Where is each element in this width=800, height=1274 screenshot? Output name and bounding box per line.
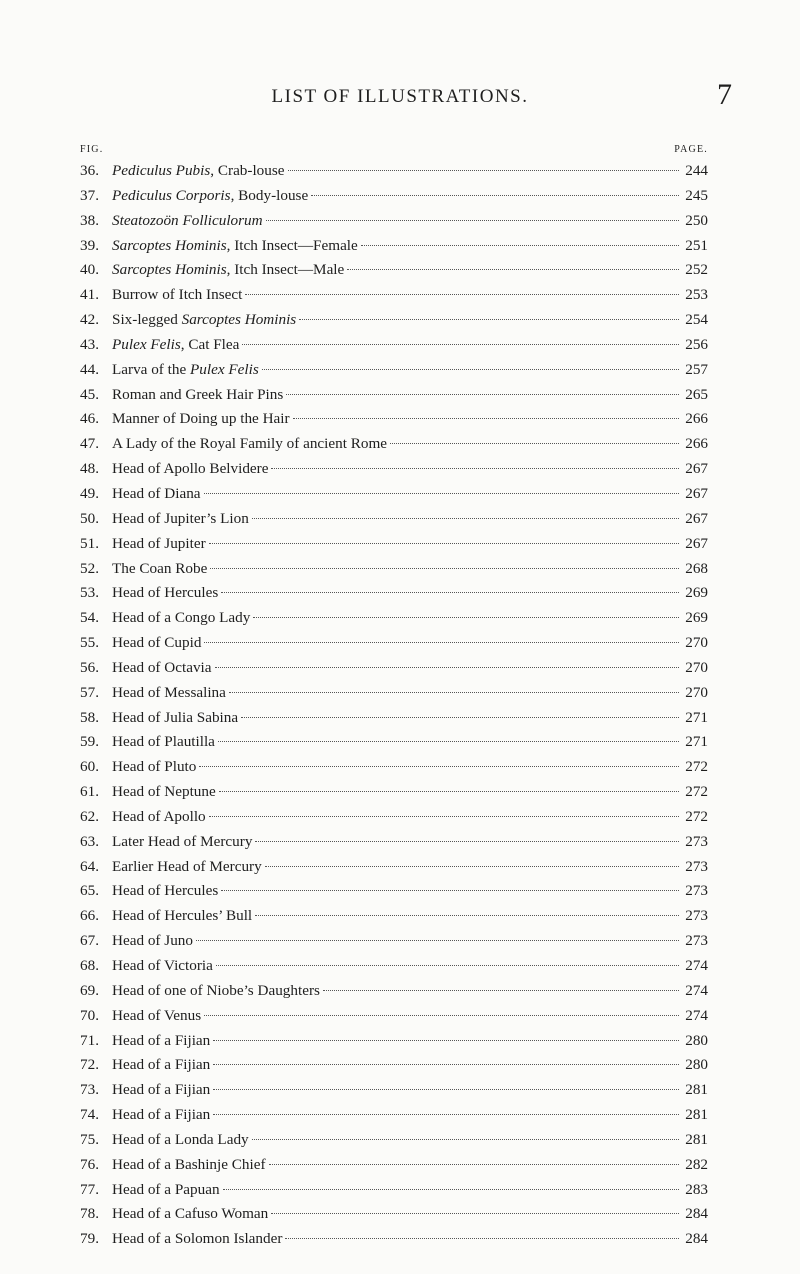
figure-title [112, 308, 296, 333]
figure-title-italic: Steatozoön Folliculorum [112, 211, 263, 229]
figure-number: 56. [80, 658, 99, 676]
figure-title [112, 954, 213, 979]
dot-leader [285, 1238, 679, 1239]
figure-number: 58. [80, 708, 99, 726]
page-reference: 270 [685, 634, 708, 652]
page-reference: 266 [685, 435, 708, 453]
dot-leader [262, 369, 679, 370]
figure-title [112, 706, 238, 731]
page-reference: 265 [685, 385, 708, 403]
list-item [80, 1029, 708, 1054]
figure-number: 75. [80, 1130, 99, 1148]
list-item [80, 507, 708, 532]
figure-title [112, 929, 193, 954]
page-reference: 274 [685, 981, 708, 999]
figure-title-text: Head of a Bashinje Chief [112, 1155, 266, 1173]
figure-title-text: Head of a Papuan [112, 1180, 220, 1198]
figure-title-text: Roman and Greek Hair Pins [112, 385, 284, 403]
figure-number: 53. [80, 584, 99, 602]
dot-leader [286, 394, 679, 395]
figure-number: 37. [80, 186, 99, 204]
list-item [80, 780, 708, 805]
figure-number: 45. [80, 385, 99, 403]
dot-leader [253, 617, 679, 618]
figure-number: 43. [80, 335, 99, 353]
dot-leader [265, 866, 679, 867]
page-reference: 274 [685, 1006, 708, 1024]
figure-title-text: Head of Jupiter’s Lion [112, 509, 249, 527]
figure-title [112, 1029, 210, 1054]
figure-title [112, 234, 358, 259]
list-item [80, 1128, 708, 1153]
page-reference: 273 [685, 832, 708, 850]
figure-title [112, 879, 218, 904]
figure-title [112, 730, 215, 755]
page-reference: 269 [685, 584, 708, 602]
dot-leader [241, 717, 679, 718]
figure-number: 63. [80, 832, 99, 850]
page-reference: 245 [685, 186, 708, 204]
list-item [80, 631, 708, 656]
dot-leader [204, 642, 679, 643]
list-item [80, 979, 708, 1004]
figure-number: 55. [80, 634, 99, 652]
list-item [80, 482, 708, 507]
figure-title-italic: Sarcoptes Hominis [112, 261, 227, 279]
list-item [80, 333, 708, 358]
figure-title-text: Head of Apollo [112, 807, 206, 825]
figure-title-text: Head of Julia Sabina [112, 708, 239, 726]
list-item [80, 830, 708, 855]
figure-title-text: Head of a Cafuso Woman [112, 1205, 269, 1223]
dot-leader [199, 766, 679, 767]
dot-leader [221, 890, 679, 891]
dot-leader [219, 791, 679, 792]
figure-title [112, 1178, 220, 1203]
page-reference: 252 [685, 261, 708, 279]
dot-leader [311, 195, 679, 196]
list-item [80, 283, 708, 308]
dot-leader [216, 965, 679, 966]
dot-leader [271, 468, 679, 469]
list-item [80, 681, 708, 706]
figure-number: 69. [80, 981, 99, 999]
figure-title-text: Head of a Fijian [112, 1031, 211, 1049]
figure-title-text: Head of a Fijian [112, 1106, 211, 1124]
page-reference: 272 [685, 758, 708, 776]
figure-number: 38. [80, 211, 99, 229]
figure-title-text: Head of Hercules [112, 584, 219, 602]
page-reference: 272 [685, 783, 708, 801]
figure-number: 39. [80, 236, 99, 254]
list-item [80, 954, 708, 979]
list-item [80, 929, 708, 954]
figure-title-text: Head of Diana [112, 484, 201, 502]
figure-title-text: , Body-louse [230, 186, 309, 204]
list-item [80, 904, 708, 929]
page-reference: 254 [685, 311, 708, 329]
figure-number: 50. [80, 509, 99, 527]
figure-title [112, 383, 283, 408]
list-item [80, 407, 708, 432]
page-reference: 273 [685, 882, 708, 900]
list-item [80, 159, 708, 184]
dot-leader [209, 543, 679, 544]
dot-leader [209, 816, 679, 817]
dot-leader [245, 294, 679, 295]
list-item [80, 1103, 708, 1128]
page-reference: 267 [685, 484, 708, 502]
figure-title-italic: Pulex Felis [190, 360, 259, 378]
figure-number: 57. [80, 683, 99, 701]
figure-title-text: Earlier Head of Mercury [112, 857, 262, 875]
page-reference: 256 [685, 335, 708, 353]
figure-title [112, 457, 268, 482]
figure-number: 68. [80, 957, 99, 974]
dot-leader [266, 220, 679, 221]
figure-title-text: , Itch Insect—Female [226, 236, 358, 254]
figure-title-text: Head of Pluto [112, 758, 197, 776]
list-item [80, 1153, 708, 1178]
figure-number: 72. [80, 1056, 99, 1074]
page-reference: 281 [685, 1130, 708, 1148]
page-reference: 280 [685, 1056, 708, 1074]
figure-number: 51. [80, 534, 99, 552]
list-item [80, 1178, 708, 1203]
dot-leader [213, 1064, 679, 1065]
figure-title-text: Head of Victoria [112, 957, 213, 974]
figure-number: 74. [80, 1106, 99, 1124]
page-reference: 284 [685, 1230, 708, 1248]
figure-number: 41. [80, 286, 99, 304]
figure-number: 52. [80, 559, 99, 577]
figure-title-italic: Sarcoptes Hominis [181, 311, 297, 329]
page-reference: 244 [685, 162, 708, 179]
figure-title [112, 681, 226, 706]
list-item [80, 730, 708, 755]
figure-title-text: Head of a Londa Lady [112, 1130, 249, 1148]
page-reference: 257 [685, 360, 708, 378]
dot-leader [204, 493, 679, 494]
figure-number: 79. [80, 1230, 99, 1248]
page-number: 7 [717, 78, 732, 111]
page-reference: 271 [685, 708, 708, 726]
page-reference: 271 [685, 733, 708, 751]
page-reference: 273 [685, 857, 708, 875]
figure-title [112, 407, 290, 432]
dot-leader [299, 319, 679, 320]
figure-number: 67. [80, 932, 99, 950]
figure-number: 42. [80, 311, 99, 329]
figure-title [112, 1103, 210, 1128]
figure-number: 36. [80, 162, 99, 179]
figure-title-italic: Sarcoptes Hominis [112, 236, 227, 254]
page-reference: 273 [685, 932, 708, 950]
list-item [80, 209, 708, 234]
figure-title [112, 606, 250, 631]
figure-number: 73. [80, 1081, 99, 1099]
dot-leader [361, 245, 679, 246]
page-reference: 269 [685, 609, 708, 627]
figure-title-text: Head of Hercules [112, 882, 219, 900]
page-reference: 251 [685, 236, 708, 254]
page-reference: 250 [685, 211, 708, 229]
figure-number: 70. [80, 1006, 99, 1024]
list-item [80, 308, 708, 333]
figure-title-text: Head of Hercules’ Bull [112, 907, 253, 925]
page-reference: 268 [685, 559, 708, 577]
page-reference: 281 [685, 1081, 708, 1099]
figure-title [112, 979, 320, 1004]
dot-leader [213, 1089, 679, 1090]
dot-leader [323, 990, 679, 991]
figure-number: 49. [80, 484, 99, 502]
figure-number: 64. [80, 857, 99, 875]
figure-number: 59. [80, 733, 99, 751]
figure-title-text: A Lady of the Royal Family of ancient Rome [112, 435, 388, 453]
dot-leader [242, 344, 679, 345]
page-reference: 280 [685, 1031, 708, 1049]
dot-leader [204, 1015, 679, 1016]
figure-title-text: The Coan Robe [112, 559, 208, 577]
figure-title [112, 258, 344, 283]
figure-number: 40. [80, 261, 99, 279]
dot-leader [390, 443, 679, 444]
dot-leader [223, 1189, 679, 1190]
page-reference: 267 [685, 460, 708, 478]
list-item [80, 706, 708, 731]
figure-number: 66. [80, 907, 99, 925]
figure-title-text: Head of Apollo Belvidere [112, 460, 269, 478]
dot-leader [271, 1213, 679, 1214]
figure-title [112, 755, 196, 780]
figure-title-italic: Pulex Felis [112, 335, 181, 353]
list-item [80, 234, 708, 259]
page-reference: 283 [685, 1180, 708, 1198]
list-item [80, 432, 708, 457]
figure-title [112, 482, 201, 507]
figure-title-text: Head of Jupiter [112, 534, 206, 552]
list-item [80, 184, 708, 209]
figure-title [112, 507, 249, 532]
figure-title-text: Burrow of Itch Insect [112, 286, 243, 304]
figure-title-italic: Pediculus Corporis [112, 186, 231, 204]
dot-leader [255, 915, 679, 916]
page-column-label: PAGE. [674, 144, 708, 155]
fig-column-label: FIG. [80, 144, 104, 155]
figure-title-text: Head of Plautilla [112, 733, 215, 751]
dot-leader [215, 667, 679, 668]
figure-title [112, 780, 216, 805]
figure-number: 78. [80, 1205, 99, 1223]
figure-title-italic: Pediculus Pubis [112, 162, 211, 179]
figure-title [112, 656, 212, 681]
page-reference: 267 [685, 509, 708, 527]
figure-number: 48. [80, 460, 99, 478]
list-item [80, 1004, 708, 1029]
page-reference: 253 [685, 286, 708, 304]
dot-leader [252, 518, 679, 519]
figure-title-text: Head of Neptune [112, 783, 216, 801]
figure-title [112, 532, 206, 557]
dot-leader [213, 1114, 679, 1115]
figure-title-text: Head of Juno [112, 932, 193, 950]
list-item [80, 457, 708, 482]
figure-title [112, 1078, 210, 1103]
figure-title-text: Head of one of Niobe’s Daughters [112, 981, 320, 999]
figure-number: 62. [80, 807, 99, 825]
dot-leader [213, 1040, 679, 1041]
dot-leader [210, 568, 679, 569]
figure-number: 65. [80, 882, 99, 900]
figure-title [112, 1128, 249, 1153]
dot-leader [229, 692, 679, 693]
figure-title [112, 184, 308, 209]
figure-title-text: Head of a Fijian [112, 1056, 211, 1074]
figure-title-text: , Cat Flea [180, 335, 240, 353]
list-item [80, 581, 708, 606]
list-item [80, 879, 708, 904]
list-item [80, 557, 708, 582]
figure-number: 47. [80, 435, 99, 453]
figure-title [112, 432, 387, 457]
figure-title [112, 1004, 201, 1029]
list-item [80, 805, 708, 830]
list-item [80, 358, 708, 383]
figure-title-text: Larva of the [112, 360, 191, 378]
figure-number: 60. [80, 758, 99, 776]
figure-title-text: Manner of Doing up the Hair [112, 410, 290, 428]
page-header [0, 78, 800, 114]
figure-number: 76. [80, 1155, 99, 1173]
figure-title [112, 1227, 282, 1252]
figure-title [112, 209, 263, 234]
dot-leader [288, 170, 679, 171]
figure-number: 44. [80, 360, 99, 378]
figure-title [112, 581, 218, 606]
list-item [80, 1202, 708, 1227]
page-reference: 267 [685, 534, 708, 552]
illustrations-list [80, 159, 708, 1252]
figure-title [112, 333, 239, 358]
figure-title [112, 855, 262, 880]
page-reference: 270 [685, 658, 708, 676]
page-reference: 281 [685, 1106, 708, 1124]
dot-leader [347, 269, 679, 270]
figure-number: 61. [80, 783, 99, 801]
list-item [80, 1227, 708, 1252]
list-item [80, 258, 708, 283]
dot-leader [269, 1164, 679, 1165]
figure-title [112, 830, 252, 855]
dot-leader [221, 592, 679, 593]
figure-title [112, 159, 285, 184]
page-reference: 266 [685, 410, 708, 428]
figure-title-text: Head of Cupid [112, 634, 202, 652]
list-item [80, 532, 708, 557]
figure-title-text: , Crab-louse [210, 162, 285, 179]
figure-title-text: , Itch Insect—Male [226, 261, 345, 279]
page-reference: 282 [685, 1155, 708, 1173]
page-reference: 284 [685, 1205, 708, 1223]
figure-title [112, 631, 201, 656]
figure-title [112, 1202, 268, 1227]
figure-title-text: Head of Octavia [112, 658, 212, 676]
dot-leader [218, 741, 679, 742]
figure-title-text: Head of a Congo Lady [112, 609, 251, 627]
figure-title [112, 904, 252, 929]
figure-title [112, 805, 206, 830]
figure-title-text: Head of a Fijian [112, 1081, 211, 1099]
figure-title-text: Head of Messalina [112, 683, 226, 701]
dot-leader [196, 940, 679, 941]
page-reference: 273 [685, 907, 708, 925]
figure-title-text: Head of a Solomon Islander [112, 1230, 283, 1248]
figure-number: 77. [80, 1180, 99, 1198]
dot-leader [252, 1139, 679, 1140]
list-item [80, 1053, 708, 1078]
figure-number: 71. [80, 1031, 99, 1049]
figure-number: 54. [80, 609, 99, 627]
list-item [80, 1078, 708, 1103]
figure-title-text: Six-legged [112, 311, 182, 329]
list-item [80, 755, 708, 780]
dot-leader [293, 418, 679, 419]
figure-title-text: Later Head of Mercury [112, 832, 253, 850]
list-item [80, 383, 708, 408]
figure-title [112, 283, 242, 308]
figure-title [112, 1053, 210, 1078]
figure-title-text: Head of Venus [112, 1006, 202, 1024]
figure-title [112, 358, 259, 383]
page-reference: 274 [685, 957, 708, 974]
list-item [80, 606, 708, 631]
figure-number: 46. [80, 410, 99, 428]
page-reference: 272 [685, 807, 708, 825]
dot-leader [255, 841, 679, 842]
page-reference: 270 [685, 683, 708, 701]
running-title: LIST OF ILLUSTRATIONS. [271, 86, 529, 107]
list-item [80, 656, 708, 681]
figure-title [112, 557, 207, 582]
list-item [80, 855, 708, 880]
figure-title [112, 1153, 266, 1178]
